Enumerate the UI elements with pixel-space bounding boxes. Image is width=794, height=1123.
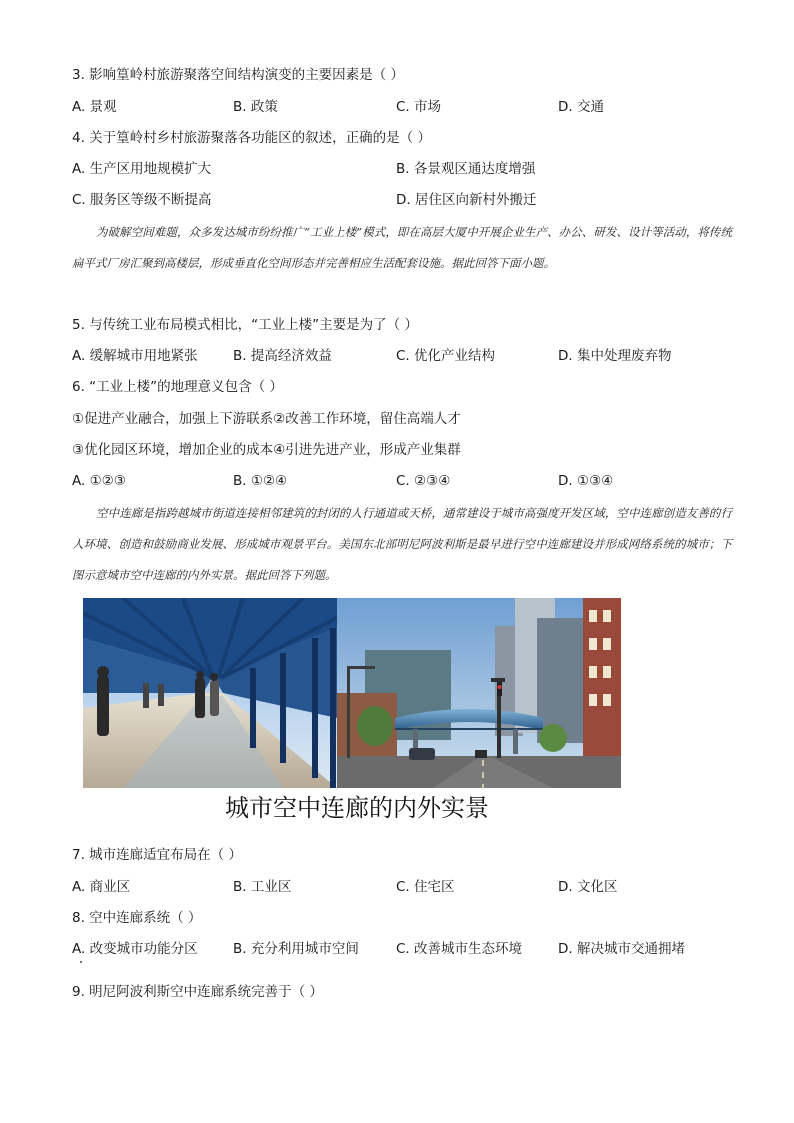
q7-option-a: A. 商业区 bbox=[72, 879, 131, 895]
q3-options bbox=[72, 97, 732, 117]
q3-option-d: D. 交通 bbox=[558, 99, 604, 115]
q6-option-d: D. ①③④ bbox=[558, 473, 614, 489]
q6-statement-line1: ①促进产业融合，加强上下游联系②改善工作环境，留住高端人才 bbox=[72, 411, 461, 427]
q6-stem: 6. “工业上楼”的地理意义包含（ ） bbox=[72, 379, 283, 395]
q4-options-row2 bbox=[72, 190, 732, 210]
q6-option-c: C. ②③④ bbox=[396, 473, 451, 489]
q7-stem: 7. 城市连廊适宜布局在（ ） bbox=[72, 847, 242, 863]
q3-option-a: A. 景观 bbox=[72, 99, 117, 115]
q8-option-b: B. 充分利用城市空间 bbox=[233, 941, 359, 957]
q3-option-c: C. 市场 bbox=[396, 99, 442, 115]
q7-options bbox=[72, 877, 732, 897]
passage-skyway bbox=[72, 498, 732, 591]
q5-option-b: B. 提高经济效益 bbox=[233, 348, 332, 364]
q5-option-a: A. 缓解城市用地紧张 bbox=[72, 348, 198, 364]
q4-option-b: B. 各景观区通达度增强 bbox=[396, 161, 536, 177]
q4-option-c: C. 服务区等级不断提高 bbox=[72, 192, 212, 208]
q6-option-b: B. ①②④ bbox=[233, 473, 288, 489]
q8-option-d: D. 解决城市交通拥堵 bbox=[558, 941, 685, 957]
q7-option-b: B. 工业区 bbox=[233, 879, 292, 895]
q4-option-a: A. 生产区用地规模扩大 bbox=[72, 161, 212, 177]
q5-option-d: D. 集中处理废弃物 bbox=[558, 348, 672, 364]
q3-stem: 3. 影响篁岭村旅游聚落空间结构演变的主要因素是（ ） bbox=[72, 67, 404, 83]
q4-options-row1 bbox=[72, 159, 732, 179]
q8-option-c: C. 改善城市生态环境 bbox=[396, 941, 523, 957]
q4-option-d: D. 居住区向新村外搬迁 bbox=[396, 192, 537, 208]
skyway-interior-photo bbox=[83, 598, 337, 788]
q5-options bbox=[72, 346, 732, 366]
q6-statement-line2: ③优化园区环境，增加企业的成本④引进先进产业，形成产业集群 bbox=[72, 442, 461, 458]
passage-skyway-text: 空中连廊是指跨越城市街道连接相邻建筑的封闭的人行通道或天桥，通常建设于城市高强度开发区域，空中连廊创造友善的行人环境、创造和鼓励商业发展、形成城市观景平台。美国东北部明尼阿波利斯是最早进行空中连廊建设并形成网络系统的城市；下图示意城市空中连廊的内外实景。据此回答下列题。 bbox=[72, 506, 732, 582]
q5-stem: 5. 与传统工业布局模式相比，“工业上楼”主要是为了（ ） bbox=[72, 317, 418, 333]
figure-caption: 城市空中连廊的内外实景 bbox=[225, 795, 489, 822]
q6-options bbox=[72, 471, 732, 491]
q8-stem: 8. 空中连廊系统（ ） bbox=[72, 910, 202, 926]
q8-options bbox=[72, 939, 732, 959]
skyway-exterior-photo bbox=[337, 598, 621, 788]
q7-option-c: C. 住宅区 bbox=[396, 879, 455, 895]
skyway-photo bbox=[83, 598, 621, 788]
stray-dot bbox=[80, 961, 82, 963]
q5-option-c: C. 优化产业结构 bbox=[396, 348, 496, 364]
passage-industry-upstairs bbox=[72, 217, 732, 279]
passage-industry-upstairs-text: 为破解空间难题，众多发达城市纷纷推广“工业上楼”模式，即在高层大厦中开展企业生产、办公、研发、设计等活动，将传统扁平式厂房汇聚到高楼层，形成垂直化空间形态并完善相应生活配套设施。据此回答下面小题。 bbox=[72, 225, 732, 270]
q6-option-a: A. ①②③ bbox=[72, 473, 126, 489]
q8-option-a: A. 改变城市功能分区 bbox=[72, 941, 198, 957]
q9-stem: 9. 明尼阿波利斯空中连廊系统完善于（ ） bbox=[72, 984, 323, 1000]
q7-option-d: D. 文化区 bbox=[558, 879, 618, 895]
q3-option-b: B. 政策 bbox=[233, 99, 278, 115]
q4-stem: 4. 关于篁岭村乡村旅游聚落各功能区的叙述，正确的是（ ） bbox=[72, 130, 431, 146]
